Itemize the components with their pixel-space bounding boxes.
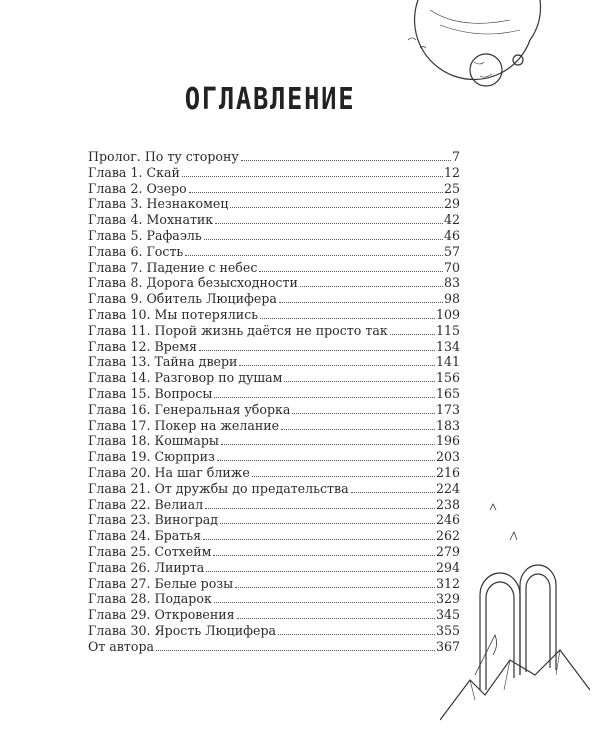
toc-entry-page: 98 (443, 291, 460, 307)
toc-entry[interactable] (88, 639, 460, 655)
toc-entry-label: Пролог. По ту сторону (88, 149, 239, 164)
toc-entry-label: Глава 26. Лиирта (88, 559, 205, 575)
dot-leader (221, 443, 435, 445)
toc-entry-label: Глава 25. Сотхейм (88, 543, 212, 559)
toc-entry[interactable] (88, 307, 460, 323)
toc-entry[interactable] (88, 354, 460, 370)
toc-entry-label: Глава 19. Сюрприз (88, 449, 215, 465)
toc-entry[interactable] (88, 402, 460, 418)
toc-entry-page: 115 (435, 322, 460, 338)
dot-leader (237, 617, 435, 619)
toc-entry-label: Глава 16. Генеральная уборка (88, 401, 291, 417)
toc-entry-label: Глава 28. Подарок (88, 591, 212, 607)
toc-entry-label: Глава 29. Откровения (88, 607, 235, 623)
toc-entry-label: Глава 18. Кошмары (88, 433, 219, 449)
toc-entry-page: 83 (443, 275, 460, 291)
dot-leader (260, 317, 435, 319)
dot-leader (292, 412, 435, 414)
toc-entry-page: 238 (435, 496, 460, 512)
toc-entry-page: 294 (435, 559, 460, 575)
toc-entry-page: 367 (435, 638, 460, 654)
dot-leader (156, 649, 435, 651)
dot-leader (185, 254, 443, 256)
toc-entry-label: Глава 6. Гость (88, 243, 184, 259)
toc-entry-page: 156 (435, 370, 460, 386)
toc-entry-page: 42 (443, 212, 460, 228)
toc-entry-page: 345 (435, 607, 460, 623)
toc-entry-page: 70 (443, 259, 460, 275)
toc-entry-label: Глава 24. Братья (88, 528, 202, 544)
toc-entry-label: Глава 10. Мы потерялись (88, 306, 259, 322)
toc-entry-page: 109 (435, 306, 460, 322)
table-of-contents (88, 149, 460, 655)
toc-entry[interactable] (88, 244, 460, 260)
toc-entry-page: 246 (435, 512, 460, 528)
dot-leader (205, 507, 435, 509)
toc-entry[interactable] (88, 465, 460, 481)
toc-entry-page: 216 (435, 464, 460, 480)
dot-leader (235, 586, 435, 588)
dot-leader (300, 285, 443, 287)
toc-entry-label: Глава 30. Ярость Люцифера (88, 622, 277, 638)
toc-entry-label: Глава 5. Рафаэль (88, 227, 202, 243)
dot-leader (215, 222, 443, 224)
toc-entry-label: Глава 11. Порой жизнь даётся не просто так (88, 322, 388, 338)
toc-entry-label: Глава 21. От дружбы до предательства (88, 480, 349, 496)
toc-entry-page: 329 (435, 591, 460, 607)
toc-entry[interactable] (88, 275, 460, 291)
page-title: ОГЛАВЛЕНИЕ (184, 82, 356, 117)
toc-entry-page: 355 (435, 622, 460, 638)
toc-entry[interactable] (88, 512, 460, 528)
toc-entry-label: Глава 12. Время (88, 338, 197, 354)
toc-entry-label: Глава 14. Разговор по душам (88, 370, 283, 386)
toc-entry[interactable] (88, 544, 460, 560)
toc-entry[interactable] (88, 418, 460, 434)
dot-leader (284, 380, 435, 382)
dot-leader (252, 475, 435, 477)
dot-leader (241, 159, 451, 161)
toc-entry[interactable] (88, 228, 460, 244)
toc-entry-label: Глава 9. Обитель Люцифера (88, 291, 277, 307)
toc-entry[interactable] (88, 339, 460, 355)
toc-entry[interactable] (88, 196, 460, 212)
toc-entry[interactable] (88, 449, 460, 465)
toc-entry[interactable] (88, 481, 460, 497)
dot-leader (214, 601, 435, 603)
toc-entry-page: 25 (443, 180, 460, 196)
toc-entry[interactable] (88, 323, 460, 339)
toc-entry[interactable] (88, 370, 460, 386)
dot-leader (189, 191, 443, 193)
toc-entry[interactable] (88, 591, 460, 607)
dot-leader (239, 364, 435, 366)
toc-entry[interactable] (88, 528, 460, 544)
dot-leader (217, 459, 435, 461)
toc-entry-label: Глава 15. Вопросы (88, 385, 213, 401)
dot-leader (203, 538, 435, 540)
toc-entry[interactable] (88, 607, 460, 623)
dot-leader (220, 522, 435, 524)
toc-entry-page: 173 (435, 401, 460, 417)
toc-entry-label: Глава 1. Скай (88, 164, 180, 180)
toc-entry-label: Глава 7. Падение с небес (88, 259, 258, 275)
toc-entry[interactable] (88, 291, 460, 307)
toc-entry-page: 46 (443, 227, 460, 243)
toc-entry-label: Глава 13. Тайна двери (88, 354, 238, 370)
toc-entry-page: 262 (435, 528, 460, 544)
dot-leader (199, 349, 435, 351)
toc-entry-label: Глава 3. Незнакомец (88, 196, 229, 212)
dot-leader (206, 570, 435, 572)
dot-leader (279, 301, 443, 303)
toc-entry-label: Глава 2. Озеро (88, 180, 187, 196)
toc-entry-page: 7 (451, 149, 460, 164)
toc-entry[interactable] (88, 212, 460, 228)
toc-entry-page: 134 (435, 338, 460, 354)
dot-leader (230, 206, 442, 208)
toc-entry-label: Глава 17. Покер на желание (88, 417, 280, 433)
arches-mountain-illustration (440, 500, 590, 730)
toc-entry[interactable] (88, 165, 460, 181)
dot-leader (214, 396, 435, 398)
toc-entry-label: Глава 22. Велиал (88, 496, 204, 512)
toc-entry-label: Глава 27. Белые розы (88, 575, 234, 591)
toc-entry[interactable] (88, 560, 460, 576)
toc-entry-page: 279 (435, 543, 460, 559)
toc-entry[interactable] (88, 497, 460, 513)
toc-entry-label: Глава 23. Виноград (88, 512, 219, 528)
toc-entry-page: 29 (443, 196, 460, 212)
toc-entry-page: 312 (435, 575, 460, 591)
dot-leader (213, 554, 435, 556)
toc-entry[interactable] (88, 260, 460, 276)
toc-entry-page: 165 (435, 385, 460, 401)
toc-entry[interactable] (88, 433, 460, 449)
dot-leader (281, 428, 435, 430)
toc-entry-label: Глава 4. Мохнатик (88, 212, 214, 228)
toc-entry-page: 196 (435, 433, 460, 449)
toc-entry-label: Глава 20. На шаг ближе (88, 464, 250, 480)
dot-leader (351, 491, 435, 493)
toc-entry-page: 203 (435, 449, 460, 465)
toc-entry-page: 12 (443, 164, 460, 180)
toc-entry[interactable] (88, 181, 460, 197)
toc-entry-page: 57 (443, 243, 460, 259)
toc-entry-page: 224 (435, 480, 460, 496)
toc-entry-label: От автора (88, 638, 155, 654)
dot-leader (390, 333, 435, 335)
toc-entry[interactable] (88, 149, 460, 165)
toc-entry[interactable] (88, 386, 460, 402)
toc-entry-page: 183 (435, 417, 460, 433)
toc-entry-label: Глава 8. Дорога безысходности (88, 275, 298, 291)
dot-leader (204, 238, 443, 240)
dot-leader (278, 633, 435, 635)
dot-leader (182, 175, 443, 177)
toc-entry-page: 141 (435, 354, 460, 370)
dot-leader (259, 270, 443, 272)
toc-entry[interactable] (88, 576, 460, 592)
toc-entry[interactable] (88, 623, 460, 639)
